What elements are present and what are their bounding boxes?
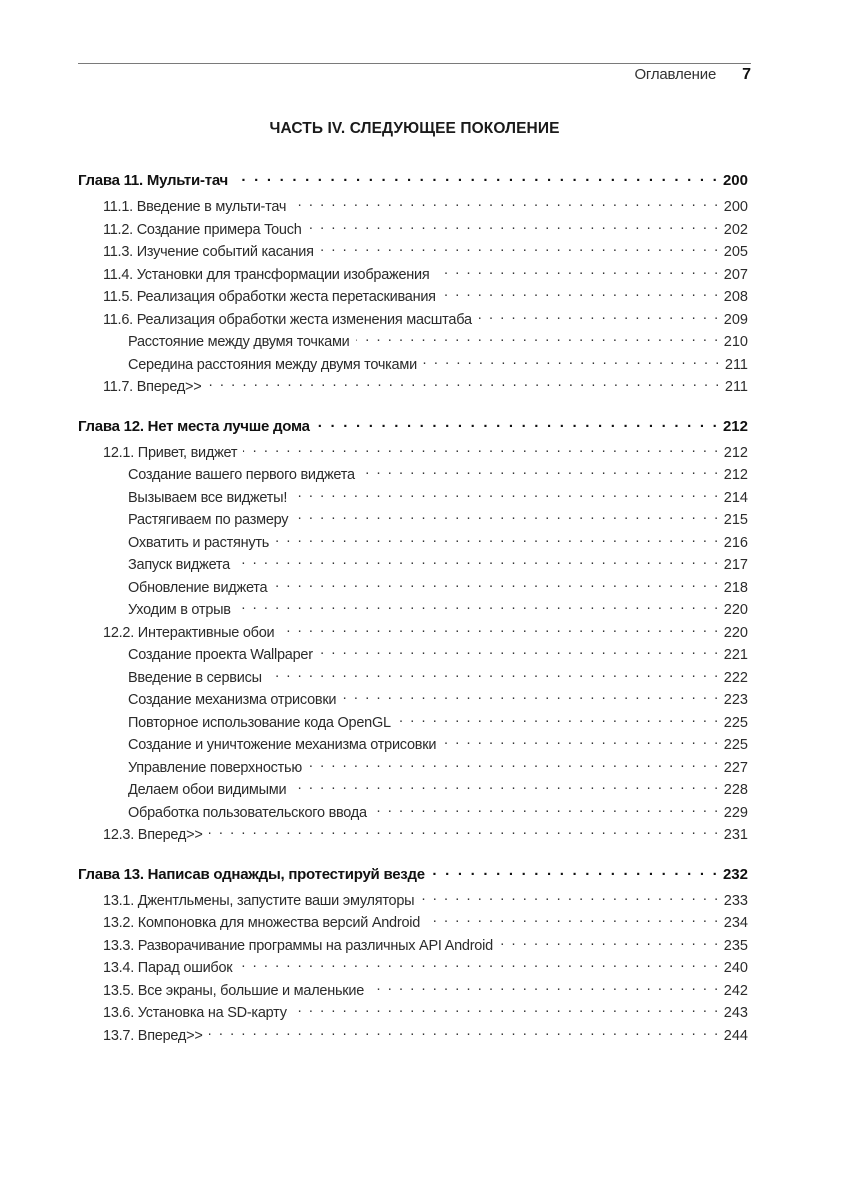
- entry-page-number: 212: [722, 417, 748, 435]
- dot-leader: [294, 510, 720, 524]
- toc-section[interactable]: [78, 936, 748, 959]
- entry-page-number: 223: [723, 692, 748, 708]
- dot-leader: [442, 735, 720, 749]
- entry-title: Глава 13. Написав однажды, протестируй везде: [78, 865, 425, 883]
- entry-title: 13.1. Джентльмены, запустите ваши эмуляторы: [103, 892, 415, 909]
- table-of-contents: [78, 171, 748, 1048]
- entry-page-number: 200: [723, 199, 748, 215]
- dot-leader: [237, 600, 720, 614]
- toc-section[interactable]: [78, 377, 748, 400]
- entry-page-number: 231: [723, 827, 748, 843]
- entry-page-number: 208: [723, 289, 748, 305]
- entry-page-number: 220: [723, 624, 748, 641]
- dot-leader: [273, 578, 719, 592]
- entry-page-number: 210: [723, 334, 748, 350]
- dot-leader: [370, 981, 720, 995]
- dot-leader: [234, 171, 719, 185]
- entry-title: Управление поверхностью: [128, 759, 302, 776]
- entry-page-number: 235: [723, 937, 748, 954]
- entry-title: Создание вашего первого виджета: [128, 467, 355, 483]
- entry-page-number: 202: [723, 221, 748, 238]
- entry-title: Создание проекта Wallpaper: [128, 647, 313, 663]
- entry-title: Повторное использование кода OpenGL: [128, 714, 391, 731]
- dot-leader: [442, 287, 720, 301]
- toc-subsection[interactable]: [78, 488, 748, 511]
- dot-leader: [280, 623, 719, 637]
- entry-title: Введение в сервисы: [128, 669, 262, 686]
- entry-page-number: 212: [723, 444, 748, 461]
- dot-leader: [436, 265, 720, 279]
- dot-leader: [209, 1026, 720, 1040]
- toc-section[interactable]: [78, 981, 748, 1004]
- toc-subsection[interactable]: [78, 578, 748, 601]
- entry-title: Создание и уничтожение механизма отрисовки: [128, 737, 437, 753]
- dot-leader: [420, 891, 719, 905]
- entry-page-number: 244: [723, 1027, 748, 1044]
- toc-chapter[interactable]: [78, 417, 748, 443]
- toc-subsection[interactable]: [78, 713, 748, 736]
- dot-leader: [275, 533, 720, 547]
- dot-leader: [292, 780, 719, 794]
- entry-title: 11.5. Реализация обработки жеста перетаскивания: [103, 289, 436, 305]
- dot-leader: [208, 377, 721, 391]
- toc-subsection[interactable]: [78, 758, 748, 781]
- dot-leader: [293, 488, 720, 502]
- toc-subsection[interactable]: [78, 465, 748, 488]
- toc-section[interactable]: [78, 242, 748, 265]
- entry-page-number: 222: [723, 669, 748, 686]
- toc-section[interactable]: [78, 287, 748, 310]
- dot-leader: [426, 913, 720, 927]
- entry-page-number: 242: [723, 982, 748, 999]
- running-title: Оглавление: [634, 66, 717, 83]
- toc-section[interactable]: [78, 958, 748, 981]
- toc-subsection[interactable]: [78, 600, 748, 623]
- toc-section[interactable]: [78, 1003, 748, 1026]
- entry-page-number: 225: [723, 737, 748, 753]
- toc-subsection[interactable]: [78, 668, 748, 691]
- entry-title: Глава 12. Нет места лучше дома: [78, 417, 310, 435]
- toc-section[interactable]: [78, 891, 748, 914]
- entry-page-number: 217: [723, 557, 748, 573]
- toc-subsection[interactable]: [78, 355, 748, 378]
- dot-leader: [431, 865, 719, 879]
- entry-title: 13.3. Разворачивание программы на различных API Android: [103, 937, 493, 954]
- toc-section[interactable]: [78, 443, 748, 466]
- entry-page-number: 232: [722, 865, 748, 883]
- entry-title: 11.6. Реализация обработки жеста изменения масштаба: [103, 311, 472, 328]
- entry-page-number: 227: [723, 759, 748, 776]
- dot-leader: [292, 197, 720, 211]
- entry-page-number: 233: [723, 892, 748, 909]
- entry-title: 13.5. Все экраны, большие и маленькие: [103, 982, 365, 999]
- toc-section[interactable]: [78, 1026, 748, 1049]
- dot-leader: [397, 713, 720, 727]
- entry-page-number: 221: [723, 647, 748, 663]
- toc-subsection[interactable]: [78, 510, 748, 533]
- entry-title: Глава 11. Мульти-тач: [78, 172, 229, 189]
- dot-leader: [478, 310, 720, 324]
- toc-section[interactable]: [78, 265, 748, 288]
- dot-leader: [293, 1003, 720, 1017]
- entry-title: Середина расстояния между двумя точками: [128, 356, 417, 373]
- entry-title: 13.7. Вперед>>: [103, 1027, 203, 1044]
- entry-title: Делаем обои видимыми: [128, 782, 287, 798]
- entry-page-number: 240: [723, 960, 748, 976]
- dot-leader: [373, 803, 720, 817]
- toc-subsection[interactable]: [78, 555, 748, 578]
- entry-title: 11.3. Изучение событий касания: [103, 244, 314, 260]
- toc-chapter[interactable]: [78, 865, 748, 891]
- dot-leader: [316, 417, 719, 431]
- entry-page-number: 215: [723, 512, 748, 528]
- entry-title: 13.2. Компоновка для множества версий Android: [103, 915, 421, 931]
- entry-title: 12.1. Привет, виджет: [103, 444, 238, 461]
- page-number: 7: [742, 66, 751, 83]
- dot-leader: [209, 825, 720, 839]
- entry-title: Охватить и растянуть: [128, 534, 270, 551]
- toc-section[interactable]: [78, 913, 748, 936]
- entry-page-number: 216: [723, 534, 748, 551]
- entry-title: Уходим в отрыв: [128, 602, 231, 618]
- entry-title: 11.4. Установки для трансформации изображения: [103, 266, 430, 283]
- toc-subsection[interactable]: [78, 803, 748, 826]
- dot-leader: [319, 645, 720, 659]
- entry-page-number: 211: [724, 379, 748, 395]
- entry-page-number: 225: [723, 714, 748, 731]
- entry-page-number: 200: [722, 172, 748, 189]
- entry-page-number: 209: [723, 311, 748, 328]
- dot-leader: [361, 465, 720, 479]
- entry-page-number: 205: [723, 244, 748, 260]
- entry-page-number: 243: [723, 1005, 748, 1021]
- entry-page-number: 228: [723, 782, 748, 798]
- toc-subsection[interactable]: [78, 735, 748, 758]
- entry-title: 13.4. Парад ошибок: [103, 960, 233, 976]
- entry-title: Растягиваем по размеру: [128, 512, 289, 528]
- toc-section[interactable]: [78, 310, 748, 333]
- entry-title: Создание механизма отрисовки: [128, 692, 337, 708]
- entry-page-number: 218: [723, 579, 748, 596]
- toc-subsection[interactable]: [78, 780, 748, 803]
- dot-leader: [499, 936, 720, 950]
- entry-title: Запуск виджета: [128, 557, 230, 573]
- entry-page-number: 229: [723, 804, 748, 821]
- entry-title: Расстояние между двумя точками: [128, 334, 350, 350]
- dot-leader: [268, 668, 720, 682]
- entry-title: 12.3. Вперед>>: [103, 827, 203, 843]
- toc-subsection[interactable]: [78, 533, 748, 556]
- entry-page-number: 214: [723, 489, 748, 506]
- toc-section[interactable]: [78, 825, 748, 848]
- entry-page-number: 234: [723, 915, 748, 931]
- dot-leader: [243, 443, 720, 457]
- dot-leader: [342, 690, 720, 704]
- toc-subsection[interactable]: [78, 645, 748, 668]
- toc-subsection[interactable]: [78, 332, 748, 355]
- chapter-gap: [78, 848, 748, 865]
- toc-subsection[interactable]: [78, 690, 748, 713]
- dot-leader: [308, 220, 720, 234]
- entry-title: Вызываем все виджеты!: [128, 489, 288, 506]
- toc-section[interactable]: [78, 623, 748, 646]
- dot-leader: [320, 242, 720, 256]
- entry-title: Обработка пользовательского ввода: [128, 804, 367, 821]
- toc-chapter[interactable]: [78, 171, 748, 197]
- dot-leader: [423, 355, 721, 369]
- dot-leader: [236, 555, 720, 569]
- entry-title: Обновление виджета: [128, 579, 268, 596]
- entry-title: 11.2. Создание примера Touch: [103, 221, 302, 238]
- chapter-gap: [78, 400, 748, 417]
- toc-section[interactable]: [78, 220, 748, 243]
- entry-page-number: 207: [723, 266, 748, 283]
- running-header: [634, 66, 751, 84]
- entry-title: 12.2. Интерактивные обои: [103, 624, 275, 641]
- header-rule: [78, 63, 751, 64]
- entry-page-number: 220: [723, 602, 748, 618]
- toc-section[interactable]: [78, 197, 748, 220]
- entry-page-number: 211: [724, 356, 748, 373]
- dot-leader: [356, 332, 720, 346]
- dot-leader: [238, 958, 719, 972]
- entry-title: 13.6. Установка на SD-карту: [103, 1005, 287, 1021]
- dot-leader: [308, 758, 720, 772]
- entry-page-number: 212: [723, 467, 748, 483]
- entry-title: 11.7. Вперед>>: [103, 379, 202, 395]
- entry-title: 11.1. Введение в мульти-тач: [103, 199, 287, 215]
- part-title: ЧАСТЬ IV. СЛЕДУЮЩЕЕ ПОКОЛЕНИЕ: [269, 120, 560, 137]
